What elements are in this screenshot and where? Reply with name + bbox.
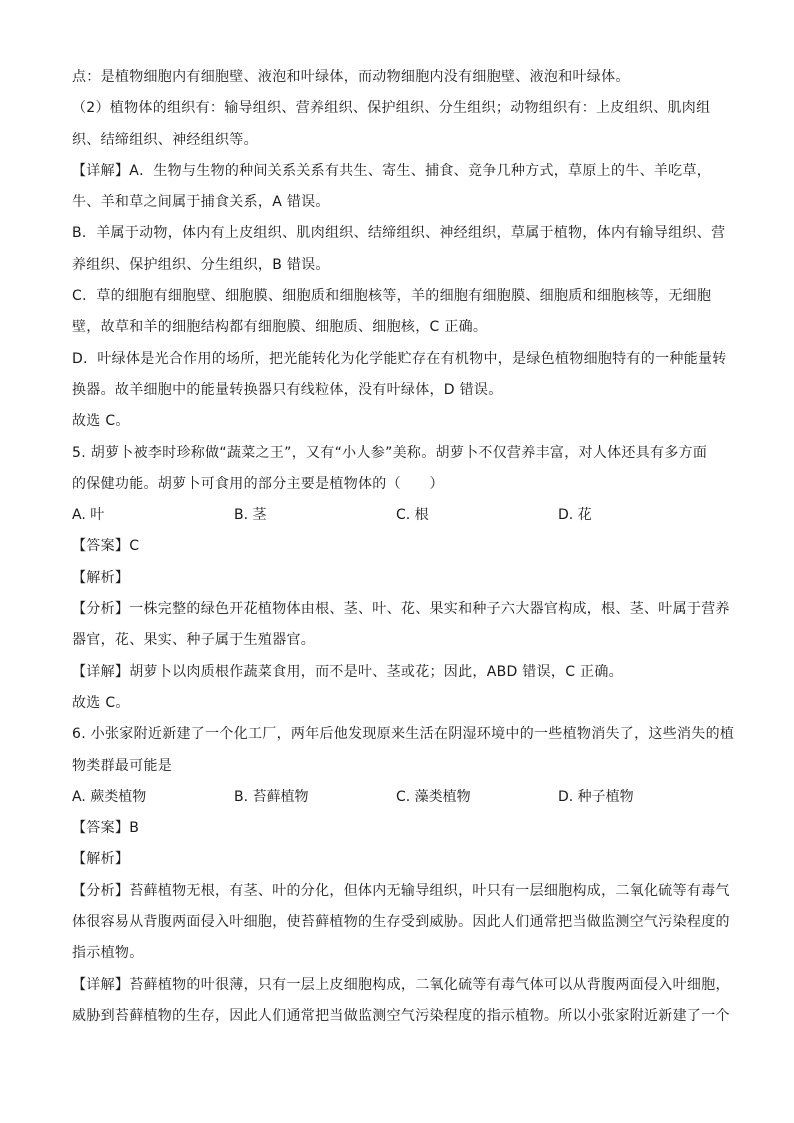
option-d: D. 种子植物: [558, 788, 634, 805]
analysis-label: 【解析】: [72, 569, 130, 586]
text-line: 【详解】A．生物与生物的种间关系关系有共生、寄生、捕食、竞争几种方式，草原上的牛、羊吃草，: [72, 162, 712, 179]
text-line: 【分析】苔藓植物无根，有茎、叶的分化，但体内无输导组织，叶只有一层细胞构成，二氧化硫等有毒气: [72, 882, 730, 899]
text-line: 【详解】胡萝卜以肉质根作蔬菜食用，而不是叶、茎或花；因此，ABD 错误，C 正确。: [72, 663, 623, 680]
text-line: 换器。故羊细胞中的能量转换器只有线粒体，没有叶绿体，D 错误。: [72, 381, 503, 398]
option-b: B. 茎: [234, 507, 267, 524]
answer-label: 【答案】C: [72, 538, 140, 555]
text-line: （2）植物体的组织有：输导组织、营养组织、保护组织、分生组织；动物组织有：上皮组织、肌肉组: [72, 100, 711, 117]
option-c: C. 根: [396, 507, 429, 524]
question-6-stem: 物类群最可能是: [72, 757, 173, 774]
question-5-stem: 5. 胡萝卜被李时珍称做“蔬菜之王”，又有“小人参”美称。胡萝卜不仅营养丰富，对人体还具有多方面: [72, 444, 708, 461]
text-line: 器官，花、果实、种子属于生殖器官。: [72, 632, 316, 649]
text-line: 点：是植物细胞内有细胞壁、液泡和叶绿体，而动物细胞内没有细胞壁、液泡和叶绿体。: [72, 69, 630, 85]
question-5-stem: 的保健功能。胡萝卜可食用的部分主要是植物体的（ ）: [72, 475, 444, 492]
text-line: 故选 C。: [72, 413, 130, 430]
option-d: D. 花: [558, 507, 592, 524]
text-line: 养组织、保护组织、分生组织，B 错误。: [72, 256, 330, 273]
text-line: B．羊属于动物，体内有上皮组织、肌肉组织、结缔组织、神经组织，草属于植物，体内有输导组织、营: [72, 225, 726, 242]
text-line: 【分析】一株完整的绿色开花植物体由根、茎、叶、花、果实和种子六大器官构成，根、茎、叶属于营养: [72, 601, 730, 618]
text-line: 织、结缔组织、神经组织等。: [72, 131, 258, 148]
text-line: 牛、羊和草之间属于捕食关系，A 错误。: [72, 194, 330, 211]
text-line: 指示植物。: [72, 945, 144, 962]
document-body: [72, 62, 735, 1032]
text-line: 故选 C。: [72, 694, 130, 711]
question-5-options: [72, 500, 724, 531]
text-line: 壁，故草和羊的细胞结构都有细胞膜、细胞质、细胞核，C 正确。: [72, 319, 488, 336]
text-line: 威胁到苔藓植物的生存，因此人们通常把当做监测空气污染程度的指示植物。所以小张家附近新建了一个: [72, 1007, 730, 1024]
option-b: B. 苔藓植物: [234, 788, 309, 805]
option-a: A. 蕨类植物: [72, 788, 147, 805]
question-6-stem: 6. 小张家附近新建了一个化工厂，两年后他发现原来生活在阴湿环境中的一些植物消失了，这些消失的植: [72, 726, 735, 743]
option-c: C. 藻类植物: [396, 788, 471, 805]
question-6-options: [72, 782, 724, 813]
answer-label: 【答案】B: [72, 820, 140, 837]
text-line: 体很容易从背腹两面侵入叶细胞，使苔藓植物的生存受到威胁。因此人们通常把当做监测空气污染程度的: [72, 914, 730, 931]
analysis-label: 【解析】: [72, 851, 130, 868]
text-line: 【详解】苔藓植物的叶很薄，只有一层上皮细胞构成，二氧化硫等有毒气体可以从背腹两面侵入叶细胞，: [72, 976, 730, 993]
text-line: D．叶绿体是光合作用的场所，把光能转化为化学能贮存在有机物中，是绿色植物细胞特有的一种能量转: [72, 350, 727, 367]
text-line: C．草的细胞有细胞壁、细胞膜、细胞质和细胞核等，羊的细胞有细胞膜、细胞质和细胞核等，无细胞: [72, 288, 712, 305]
option-a: A. 叶: [72, 507, 105, 524]
